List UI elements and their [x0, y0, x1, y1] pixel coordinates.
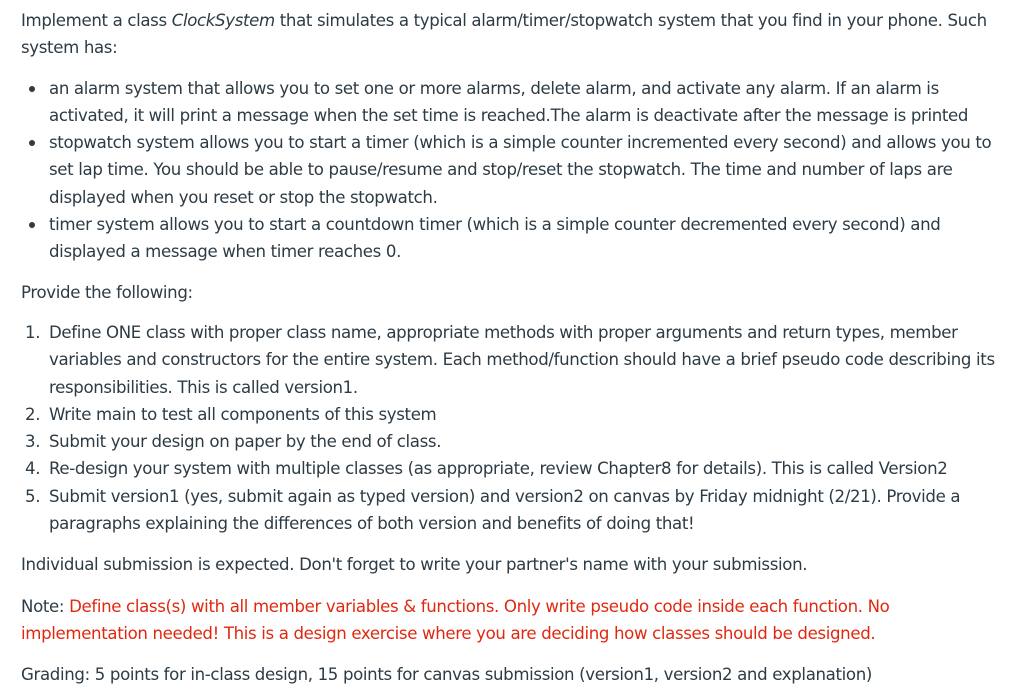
step-number: 5. [25, 486, 41, 506]
step-text: Submit your design on paper by the end of class. [49, 432, 442, 452]
grading-label: Grading [21, 665, 85, 685]
step-text: Re-design your system with multiple classes (as appropriate, review Chapter8 for details). This is called Version2 [49, 459, 948, 479]
assignment-content [21, 7, 1011, 689]
step-text: Define ONE class with proper class name, appropriate methods with proper arguments and return types, member variables and constructors for the entire system. Each method/function should have a brief pseudo code describing its responsibilities. This is called version1. [49, 322, 995, 397]
step-item [25, 483, 1011, 538]
feature-alarm: an alarm system that allows you to set one or more alarms, delete alarm, and activate any alarm. If an alarm is activated, it will print a message when the set time is reached.The alarm is deactivate after the message is printed [49, 75, 1011, 130]
note-text: Define class(s) with all member variables & functions. Only write pseudo code inside each function. No implementation needed! This is a design exercise where you are deciding how classes should be designed. [21, 596, 890, 643]
intro-paragraph [21, 7, 1011, 62]
provide-heading: Provide the following: [21, 282, 193, 302]
note-paragraph [21, 593, 1011, 648]
step-number: 4. [25, 459, 41, 479]
grading-text: : 5 points for in-class design, 15 points for canvas submission (version1, version2 and explanation) [84, 665, 873, 685]
step-item [25, 428, 1011, 455]
note-colon: : [58, 596, 70, 616]
step-text: Submit version1 (yes, submit again as typed version) and version2 on canvas by Friday midnight (2/21). Provide a paragraphs explaining the differences of both version and benefits of doing that! [49, 486, 961, 534]
steps-list [21, 319, 1011, 537]
step-number: 1. [25, 322, 41, 342]
grading-paragraph [21, 661, 1011, 688]
intro-text-after: that simulates a typical alarm/timer/stopwatch system that you find in your phone. Such system has: [21, 11, 987, 58]
step-number: 3. [25, 432, 41, 452]
individual-submission-paragraph: Individual submission is expected. Don't forget to write your partner's name with your submission. [21, 555, 808, 575]
class-name: ClockSystem [171, 11, 275, 30]
step-number: 2. [25, 404, 41, 424]
step-item [25, 319, 1011, 401]
note-label: Note [21, 596, 59, 616]
step-item [25, 401, 1011, 428]
feature-timer: timer system allows you to start a countdown timer (which is a simple counter decremented every second) and displayed a message when timer reaches 0. [49, 211, 1011, 266]
step-text: Write main to test all components of this system [49, 404, 437, 424]
feature-stopwatch: stopwatch system allows you to start a timer (which is a simple counter incremented every second) and allows you to set lap time. You should be able to pause/resume and stop/reset the stopwatch. The time and number of laps are displayed when you reset or stop the stopwatch. [49, 129, 1011, 211]
step-item [25, 455, 1011, 482]
intro-text-before: Implement a class [21, 11, 172, 30]
feature-list [21, 75, 1011, 266]
